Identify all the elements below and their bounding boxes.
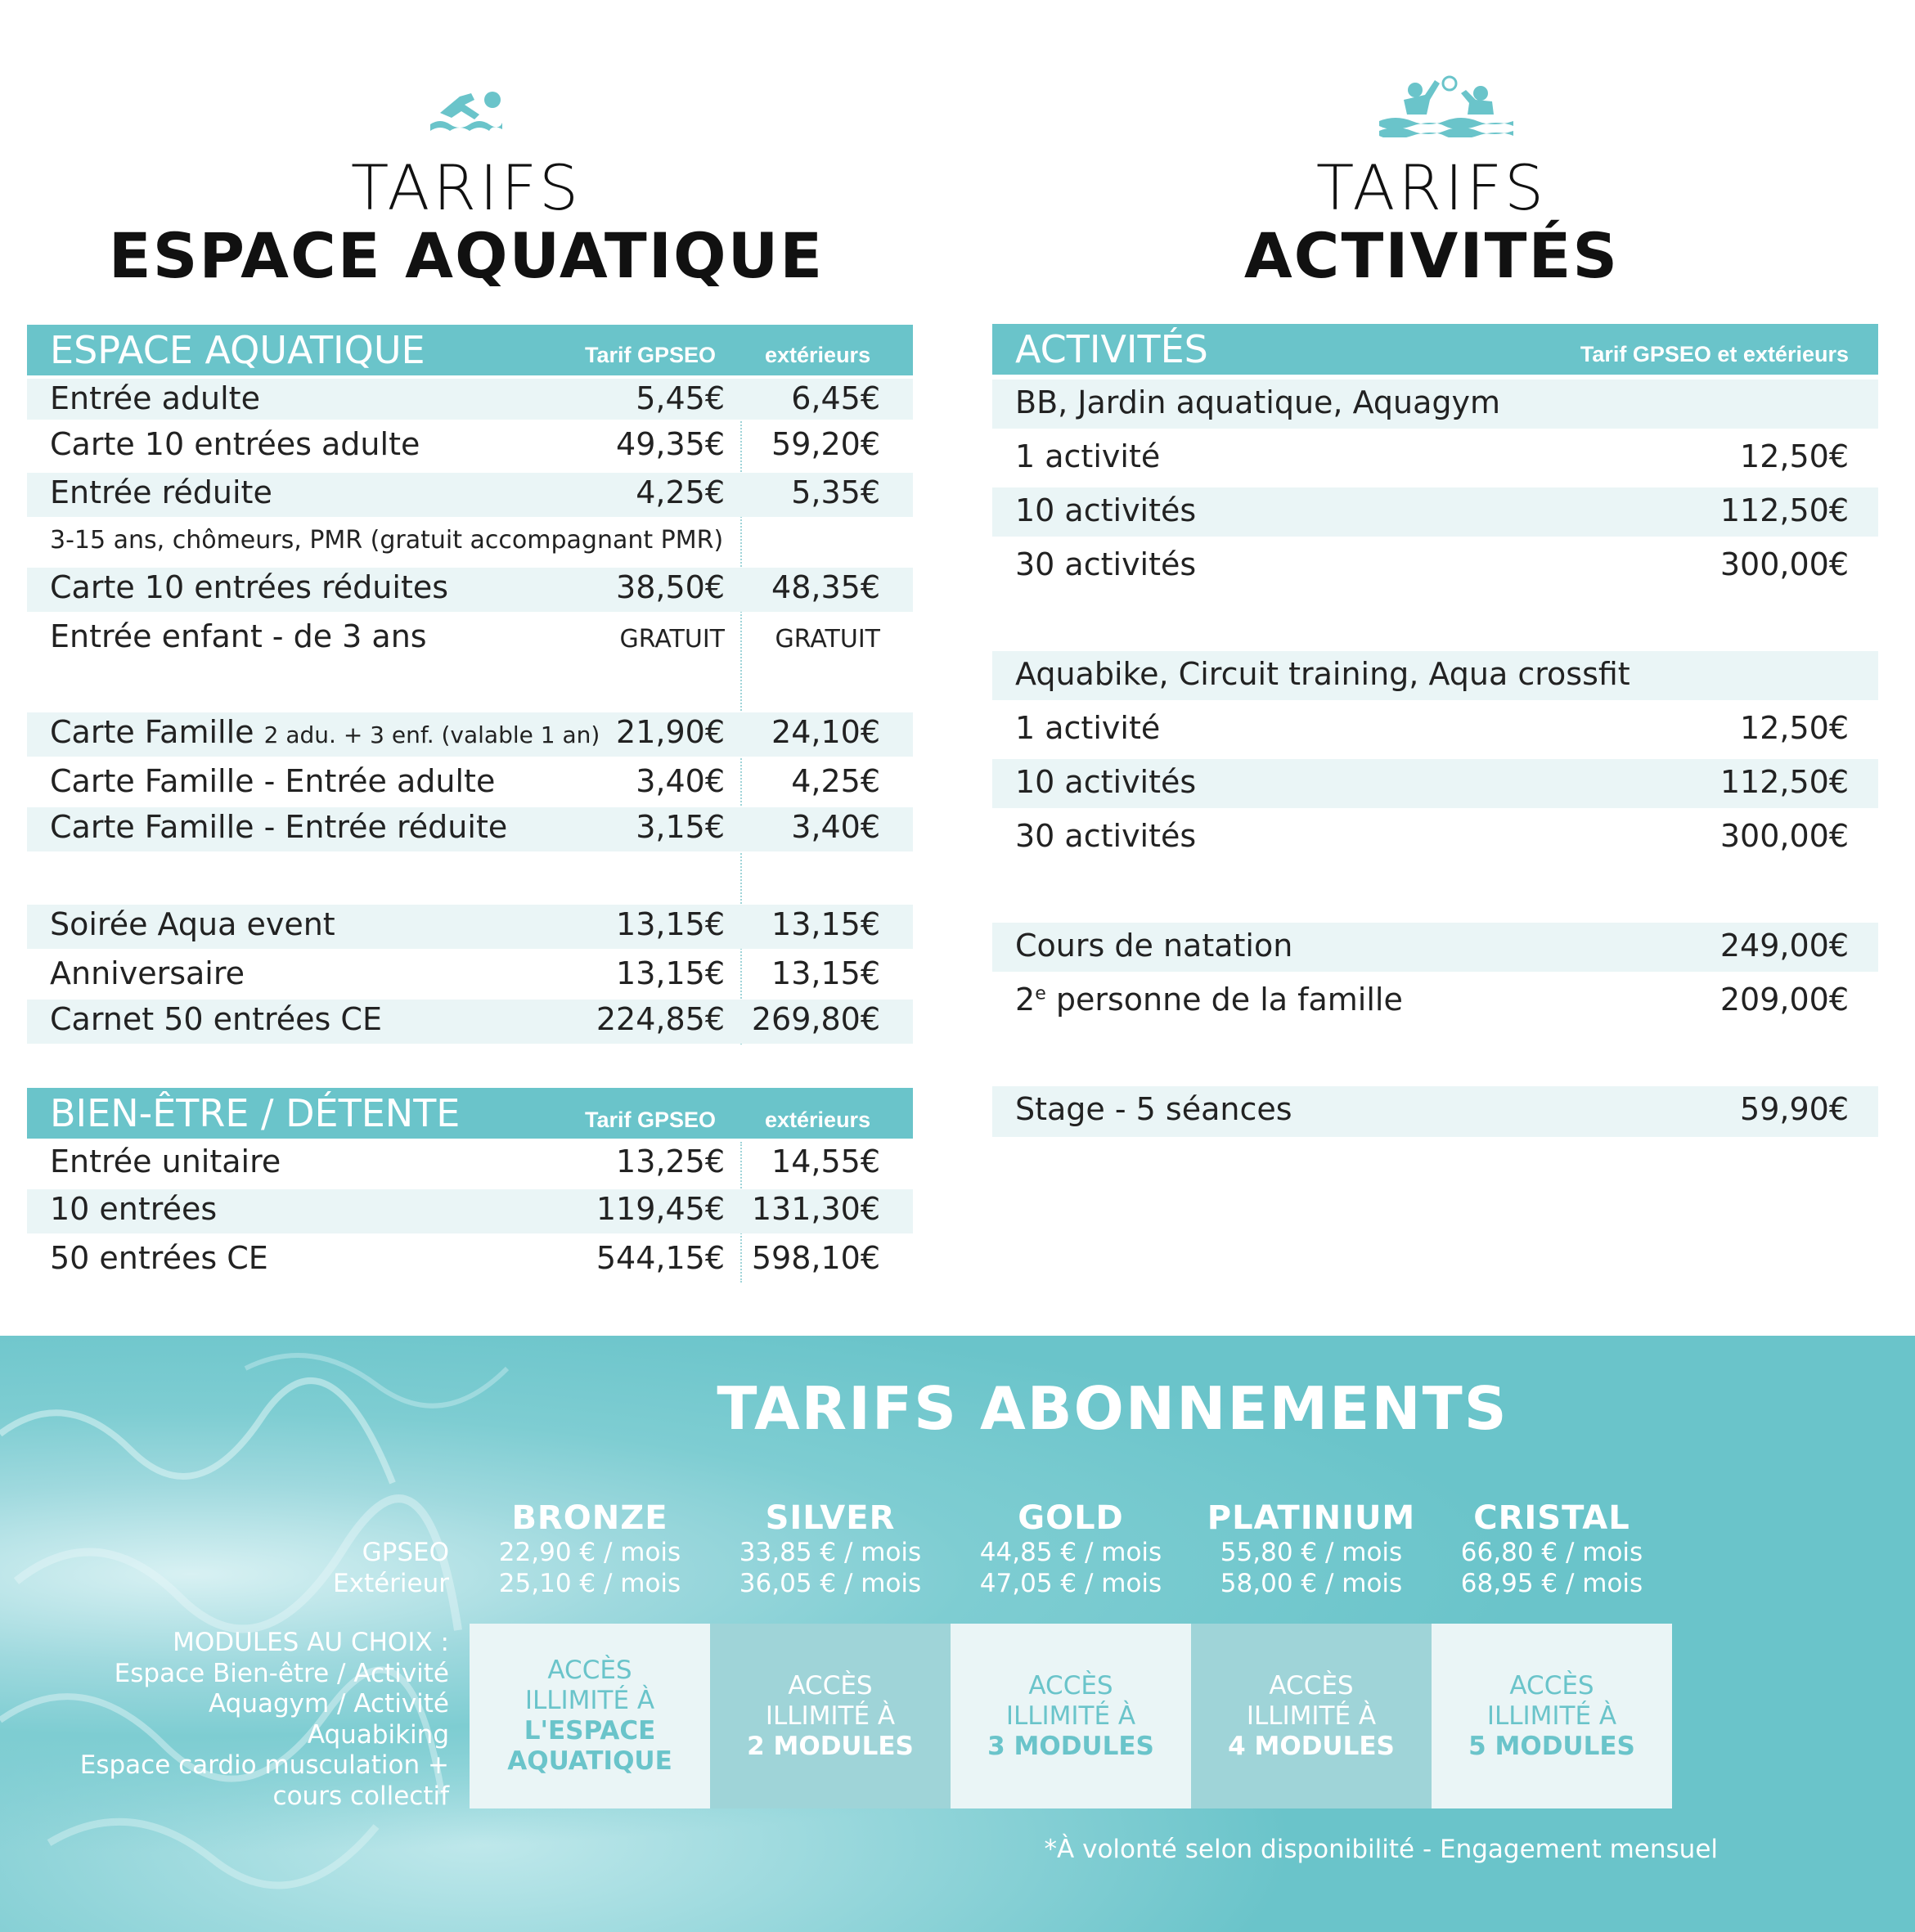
row-label: Entrée enfant - de 3 ans — [50, 618, 427, 654]
carte-famille-detail: 2 adu. + 3 enf. (valable 1 an) — [263, 721, 600, 748]
access-line: ACCÈS — [1509, 1670, 1594, 1701]
row-label: 10 activités — [1015, 764, 1197, 800]
table-row — [992, 541, 1878, 591]
price-gpseo: 13,25€ — [616, 1143, 725, 1179]
reduced-rate-note: 3-15 ans, chômeurs, PMR (gratuit accompagnant PMR) — [50, 526, 724, 555]
access-line: ACCÈS — [1028, 1670, 1113, 1701]
activity-group-header — [992, 651, 1878, 700]
table-row — [27, 1189, 913, 1233]
plan-bronze-exterieur: 25,10 € / mois — [498, 1569, 681, 1598]
row-label — [1015, 982, 1403, 1018]
row-label: Stage - 5 séances — [1015, 1091, 1292, 1127]
activites-table — [992, 324, 1878, 1142]
table-row — [27, 568, 913, 612]
right-title-light: TARIFS — [1315, 151, 1548, 224]
plan-gold-access — [951, 1624, 1191, 1808]
row-label: 1 activité — [1015, 438, 1161, 474]
price-exterieurs: 4,25€ — [791, 763, 880, 799]
price: 12,50€ — [1740, 710, 1849, 746]
row-label: Carte 10 entrées réduites — [50, 569, 449, 605]
plan-cristal-exterieur: 68,95 € / mois — [1460, 1569, 1643, 1598]
table-row — [27, 905, 913, 949]
plan-silver-exterieur: 36,05 € / mois — [739, 1569, 922, 1598]
table-row — [992, 977, 1878, 1026]
plan-cristal-gpseo: 66,80 € / mois — [1460, 1538, 1643, 1567]
table-row — [27, 473, 913, 517]
table-row — [27, 1000, 913, 1044]
price-gpseo: 224,85€ — [596, 1001, 725, 1037]
plan-cristal-access — [1432, 1624, 1672, 1808]
table-row — [27, 1237, 913, 1281]
access-line: ILLIMITÉ À — [765, 1701, 896, 1731]
modules-line: Aquabiking — [307, 1720, 449, 1750]
access-line: ACCÈS — [1269, 1670, 1354, 1701]
table-title: ACTIVITÉS — [1015, 327, 1208, 371]
abonnements-title: TARIFS ABONNEMENTS — [717, 1374, 1508, 1443]
row-label — [50, 714, 600, 750]
price-gpseo: GRATUIT — [619, 625, 725, 654]
access-highlight: L'ESPACE — [524, 1716, 656, 1746]
col-exterieurs: extérieurs — [765, 1108, 871, 1132]
col-exterieurs: extérieurs — [765, 343, 871, 367]
col-gpseo: Tarif GPSEO — [585, 343, 717, 367]
table-row — [27, 379, 913, 420]
table-row — [992, 923, 1878, 972]
row-label: 30 activités — [1015, 546, 1197, 582]
row-label: Entrée réduite — [50, 474, 272, 510]
row-label: Carte Famille - Entrée adulte — [50, 763, 496, 799]
plan-bronze-access — [470, 1624, 710, 1808]
ordinal-number: 2 — [1015, 982, 1036, 1018]
left-title-bold: ESPACE AQUATIQUE — [108, 219, 825, 292]
price-gpseo: 49,35€ — [616, 426, 725, 462]
plan-gold-name: GOLD — [1018, 1499, 1124, 1537]
price: 300,00€ — [1719, 546, 1849, 582]
price-gpseo: 544,15€ — [596, 1240, 725, 1276]
price-exterieurs: 5,35€ — [791, 474, 880, 510]
table-row — [27, 1140, 913, 1184]
access-highlight: AQUATIQUE — [507, 1746, 672, 1776]
price-gpseo: 21,90€ — [616, 714, 725, 750]
access-highlight: 5 MODULES — [1468, 1731, 1635, 1761]
row-label: 1 activité — [1015, 710, 1161, 746]
price-gpseo: 13,15€ — [616, 906, 725, 942]
modules-line: cours collectif — [272, 1781, 449, 1811]
table-row — [992, 759, 1878, 808]
price-exterieurs: 24,10€ — [771, 714, 880, 750]
plan-platinium-exterieur: 58,00 € / mois — [1220, 1569, 1403, 1598]
table-header — [27, 1088, 913, 1139]
price-gpseo: 3,15€ — [636, 809, 725, 845]
row-label: Entrée adulte — [50, 380, 260, 416]
row-label-gpseo: GPSEO — [362, 1538, 449, 1567]
price: 209,00€ — [1719, 982, 1849, 1018]
col-gpseo: Tarif GPSEO — [585, 1108, 717, 1132]
plan-bronze-name: BRONZE — [511, 1499, 668, 1537]
swimmer-icon — [429, 85, 504, 139]
price: 112,50€ — [1719, 492, 1849, 528]
carte-famille-label: Carte Famille — [50, 714, 254, 750]
price-exterieurs: 598,10€ — [751, 1240, 880, 1276]
access-highlight: 4 MODULES — [1228, 1731, 1395, 1761]
plan-silver-access — [710, 1624, 951, 1808]
plan-silver-name: SILVER — [765, 1499, 896, 1537]
row-label: Anniversaire — [50, 955, 245, 991]
price-gpseo: 119,45€ — [596, 1191, 725, 1227]
row-label: Cours de natation — [1015, 928, 1293, 964]
row-label: Carte 10 entrées adulte — [50, 426, 420, 462]
row-label: 10 entrées — [50, 1191, 218, 1227]
price-gpseo: 13,15€ — [616, 955, 725, 991]
price: 12,50€ — [1740, 438, 1849, 474]
access-highlight: 2 MODULES — [747, 1731, 914, 1761]
ordinal-suffix: e — [1035, 983, 1046, 1004]
plan-platinium-name: PLATINIUM — [1207, 1499, 1416, 1537]
access-line: ILLIMITÉ À — [524, 1686, 655, 1715]
row-label: Soirée Aqua event — [50, 906, 335, 942]
table-title: ESPACE AQUATIQUE — [50, 328, 425, 372]
price: 112,50€ — [1719, 764, 1849, 800]
left-title-light: TARIFS — [350, 151, 582, 224]
price-exterieurs: GRATUIT — [775, 625, 880, 654]
table-header — [992, 324, 1878, 375]
table-row — [992, 487, 1878, 537]
plan-platinium-access — [1191, 1624, 1432, 1808]
row-label: Carte Famille - Entrée réduite — [50, 809, 508, 845]
table-row — [27, 760, 913, 804]
price-exterieurs: 131,30€ — [751, 1191, 880, 1227]
price-exterieurs: 14,55€ — [771, 1143, 880, 1179]
table-row — [27, 712, 913, 757]
price-exterieurs: 269,80€ — [751, 1001, 880, 1037]
footnote: *À volonté selon disponibilité - Engagement mensuel — [1044, 1835, 1718, 1864]
modules-title: MODULES AU CHOIX : — [173, 1628, 449, 1657]
price-exterieurs: 59,20€ — [771, 426, 880, 462]
row-label: 50 entrées CE — [50, 1240, 268, 1276]
table-header — [27, 325, 913, 375]
table-row — [992, 813, 1878, 862]
table-title: BIEN-ÊTRE / DÉTENTE — [50, 1091, 461, 1135]
price-exterieurs: 13,15€ — [771, 906, 880, 942]
row-label-exterieur: Extérieur — [333, 1569, 449, 1598]
price: 300,00€ — [1719, 818, 1849, 854]
right-title-bold: ACTIVITÉS — [1243, 219, 1620, 292]
second-person-label: personne de la famille — [1055, 982, 1403, 1018]
table-row — [992, 705, 1878, 754]
modules-line: Aquagym / Activité — [208, 1689, 449, 1719]
price-gpseo: 4,25€ — [636, 474, 725, 510]
table-row — [27, 615, 913, 661]
row-label: 10 activités — [1015, 492, 1197, 528]
bien-etre-table — [27, 1088, 913, 1284]
price-gpseo: 5,45€ — [636, 380, 725, 416]
modules-line: Espace cardio musculation + — [79, 1750, 449, 1780]
row-label: BB, Jardin aquatique, Aquagym — [1015, 384, 1501, 420]
price-gpseo: 38,50€ — [616, 569, 725, 605]
table-row — [992, 434, 1878, 483]
price-exterieurs: 3,40€ — [791, 809, 880, 845]
plan-gold-exterieur: 47,05 € / mois — [979, 1569, 1162, 1598]
price: 249,00€ — [1719, 928, 1849, 964]
access-highlight: 3 MODULES — [987, 1731, 1154, 1761]
plan-cristal-name: CRISTAL — [1473, 1499, 1630, 1537]
plan-platinium-gpseo: 55,80 € / mois — [1220, 1538, 1403, 1567]
price-exterieurs: 6,45€ — [791, 380, 880, 416]
table-row — [27, 807, 913, 851]
price-exterieurs: 48,35€ — [771, 569, 880, 605]
access-line: ACCÈS — [788, 1670, 873, 1701]
row-label: 30 activités — [1015, 818, 1197, 854]
table-row — [27, 423, 913, 467]
modules-line: Espace Bien-être / Activité — [114, 1659, 449, 1688]
row-label: Entrée unitaire — [50, 1143, 281, 1179]
water-polo-icon — [1379, 75, 1513, 137]
row-label: Aquabike, Circuit training, Aqua crossfit — [1015, 656, 1630, 692]
access-line: ACCÈS — [547, 1656, 632, 1685]
plan-gold-gpseo: 44,85 € / mois — [979, 1538, 1162, 1567]
table-row — [27, 952, 913, 996]
access-line: ILLIMITÉ À — [1246, 1701, 1377, 1731]
activity-group-header — [992, 380, 1878, 429]
access-line: ILLIMITÉ À — [1005, 1701, 1136, 1731]
price: 59,90€ — [1740, 1091, 1849, 1127]
price-gpseo: 3,40€ — [636, 763, 725, 799]
col-tarif: Tarif GPSEO et extérieurs — [1580, 342, 1849, 366]
table-row — [992, 1086, 1878, 1137]
plan-silver-gpseo: 33,85 € / mois — [739, 1538, 922, 1567]
espace-aquatique-table — [27, 325, 913, 1045]
access-line: ILLIMITÉ À — [1486, 1701, 1617, 1731]
row-label: Carnet 50 entrées CE — [50, 1001, 382, 1037]
plan-bronze-gpseo: 22,90 € / mois — [498, 1538, 681, 1567]
price-exterieurs: 13,15€ — [771, 955, 880, 991]
